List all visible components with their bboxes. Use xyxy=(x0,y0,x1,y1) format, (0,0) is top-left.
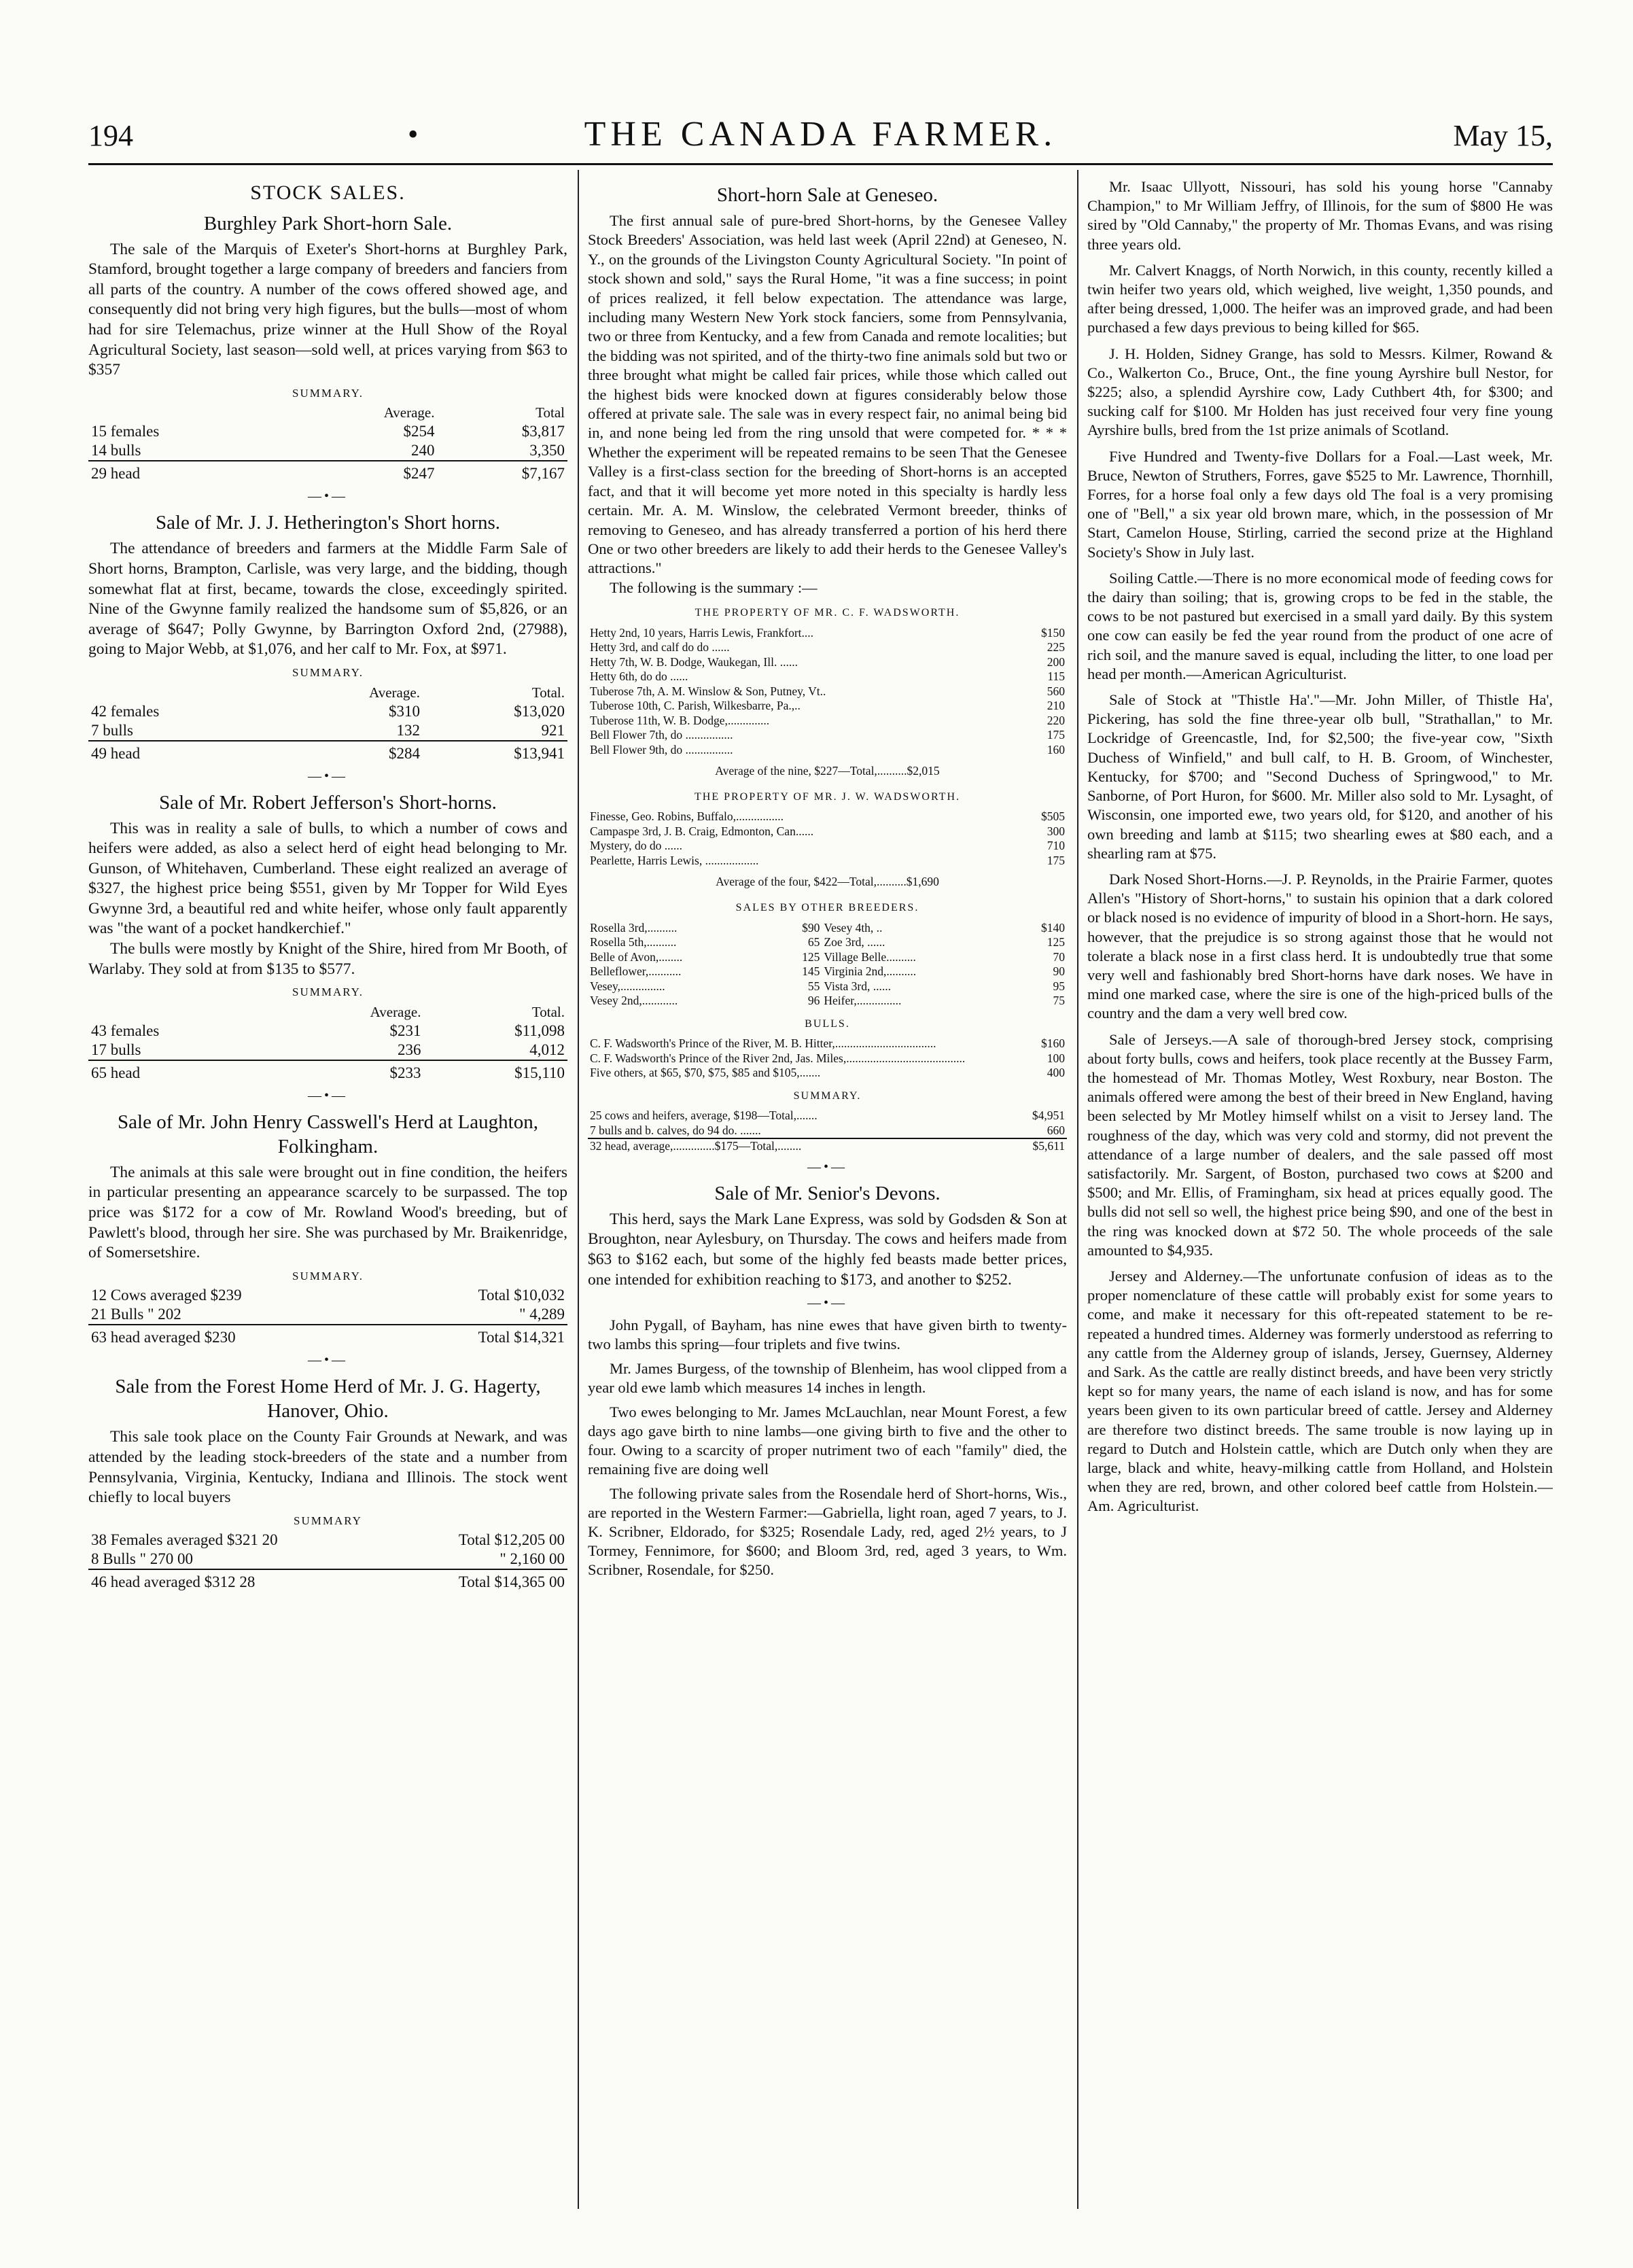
summary-table xyxy=(88,1002,567,1083)
article-body: The attendance of breeders and farmers at the Middle Farm Sale of Short horns, Brampton, Carlisle, was very large, and the bidding, though somewhat flat at first, became, towards the close, exceedingly spirited. Nine of the Gwynne family realized the handsome sum of $5,826, or an average of $647; Polly Gwynne, by Barrington Oxford 2nd, (27988), going to Major Webb, at $1,076, and her calf to Mr. Fox, at $971. xyxy=(88,540,567,659)
sales-table xyxy=(588,626,1067,758)
table-row xyxy=(588,1036,1067,1051)
page-number: 194 xyxy=(88,119,133,152)
header-dot: • xyxy=(408,118,419,151)
news-item: Sale of Stock at "Thistle Ha'."—Mr. John Miller, of Thistle Ha', Pickering, has sold the fine three-year olb bull, "Strathallan," to Mr. Lockridge of Greencastle, Ind, for $2,500; the five-year cow, "Sixth Duchess of Winfield," and bull calf, to H. B. Groom, of Winchester, Kentucky, for $700; and "Second Duchess of Springwood," to Mr. Sanborne, of Port Huron, for $600. Mr. Miller also sold to Mr. Lysaght, of Wisconsin, one imported ewe, two years old, for $120, and another of his own breeding and lamb at $115; two shearling ewes at $80 each, and a shearling ram at $75. xyxy=(1087,691,1553,862)
cell: Five others, at $65, $70, $75, $85 and $105,....... xyxy=(590,1066,821,1080)
table-row xyxy=(588,669,1067,684)
section-title: STOCK SALES. xyxy=(250,181,406,204)
cell: Rosella 3rd,.......... xyxy=(590,920,678,935)
cell: 145 xyxy=(802,964,820,979)
cell: 240 xyxy=(411,442,435,459)
cell: 96 xyxy=(807,994,820,1008)
table-row xyxy=(588,1066,1067,1081)
cell: 12 Cows averaged $239 xyxy=(91,1287,242,1304)
cell: Pearlette, Harris Lewis, .................. xyxy=(590,853,759,867)
table-row xyxy=(88,721,567,741)
cell: 921 xyxy=(541,721,565,739)
cell: Bell Flower 9th, do ................ xyxy=(590,742,733,756)
cell: $15,110 xyxy=(423,1060,567,1083)
table-row xyxy=(588,979,1067,994)
col-header: Total. xyxy=(531,684,565,701)
cell: Tuberose 7th, A. M. Winslow & Son, Putney, Vt.. xyxy=(590,684,826,698)
column-2 xyxy=(588,173,1067,2205)
table-row xyxy=(588,1123,1067,1139)
sales-table xyxy=(588,809,1067,868)
column-rule xyxy=(578,170,579,2209)
cell: Hetty 2nd, 10 years, Harris Lewis, Frankfort.... xyxy=(590,625,814,640)
total-row xyxy=(88,741,567,763)
table-row xyxy=(588,921,1067,936)
cell: 65 xyxy=(807,935,820,949)
table-row xyxy=(588,655,1067,670)
cell: $7,167 xyxy=(438,461,568,483)
separator: —•— xyxy=(307,489,348,504)
summary-table xyxy=(88,1531,567,1592)
cell: 38 Females averaged $321 20 xyxy=(91,1531,278,1549)
cell: 21 Bulls " 202 xyxy=(91,1306,181,1323)
article-body: The bulls were mostly by Knight of the Shire, hired from Mr Booth, of Warlaby. They sold at from $135 to $577. xyxy=(88,940,567,978)
cell: Tuberose 10th, C. Parish, Wilkesbarre, Pa.,.. xyxy=(590,699,801,713)
cell: $150 xyxy=(1041,625,1065,640)
cell: 300 xyxy=(1047,824,1065,838)
cell: 29 head xyxy=(88,461,286,483)
cell: 710 xyxy=(1047,839,1065,853)
article-title: Sale from the Forest Home Herd of Mr. J. G. Hagerty, Hanover, Ohio. xyxy=(115,1376,541,1423)
article-body: This was in reality a sale of bulls, to which a number of cows and heifers were added, as also a select herd of eight head belonging to Mr. Gunson, of Whitehaven, Cumberland. These eight realized an average of $327, the highest price being $551, given by Mr Topper for Wild Eyes Gwynne 3rd, a beautiful red and white heifer, whose only fault apparently was "the want of a pocket handkerchief." xyxy=(88,819,567,938)
table-row xyxy=(588,839,1067,854)
table-row xyxy=(588,950,1067,965)
cell: 4,012 xyxy=(529,1041,565,1058)
news-item: Mr. Calvert Knaggs, of North Norwich, in this county, recently killed a twin heifer two years old, which weighed, live weight, 1,350 pounds, and after being dressed, 1,000. The heifer was an improved grade, and had been purchased a few days previous to being killed for $65. xyxy=(1087,261,1553,336)
table-row xyxy=(588,1109,1067,1123)
col-header: Total. xyxy=(531,1003,565,1020)
cell: Heifer,............... xyxy=(824,994,902,1008)
issue-date: May 15, xyxy=(1453,119,1553,152)
news-item: The following private sales from the Rosendale herd of Short-horns, Wis., are reported in the Western Farmer:—Gabriella, light roan, aged 7 years, to J. K. Scribner, Eldorado, for $325; Rosendale Lady, red, aged 2½ years, to J Tormey, Fennimore, for $600; and Bloom 3rd, red, aged 3 years, to Wm. Scribner, Rosendale, for $250. xyxy=(588,1485,1067,1579)
cell: 115 xyxy=(1047,669,1065,684)
cell: Total $12,205 00 xyxy=(458,1531,565,1549)
cell: Mystery, do do ...... xyxy=(590,839,682,853)
cell: 200 xyxy=(1047,655,1065,669)
cell: 400 xyxy=(1047,1066,1065,1080)
cell: $160 xyxy=(1041,1036,1065,1051)
cell: Vesey,............... xyxy=(590,979,665,993)
news-item: Five Hundred and Twenty-five Dollars for a Foal.—Last week, Mr. Bruce, Newton of Struthers, Forres, gave $525 to Mr. Lawrence, Thornhill, Forres, for a horse foal only a few days old The foal is a very promising one of "Bell," a six year old brown mare, which, in the possession of Mr Start, Camelon House, Stirling, carried the second prize at the Highland Society's Show in July last. xyxy=(1087,447,1553,561)
table-row xyxy=(588,684,1067,699)
cell: 225 xyxy=(1047,640,1065,655)
cell: 125 xyxy=(1047,935,1065,949)
table-row xyxy=(588,935,1067,950)
col-header: Total xyxy=(535,404,565,421)
news-item: Sale of Jerseys.—A sale of thorough-bred Jersey stock, comprising about forty bulls, cows and heifers, took place recently at the Bussey Farm, the homestead of Mr. Thomas Motley, West Roxbury, near Boston. The animals offered were among the best of their breed in New England, having been selected by Mr Motley himself whilst on a visit to Jersey land. The roughness of the day, which was very cold and stormy, did not prevent the attendance of a large number of dealers, and the sale passed off most satisfactorily. Mr. Sargent, of Boston, purchased two cows at $200 and $500; and Mr. Ellis, of Framingham, six head at prices equally good. The bulls did not sell so well, the highest price being $90, and one of the best in the ring was knocked down at $72 50. The whole proceeds of the sale amounted to $4,935. xyxy=(1087,1030,1553,1259)
cell: 95 xyxy=(1053,979,1065,993)
cell: 220 xyxy=(1047,713,1065,727)
column-3 xyxy=(1087,173,1553,2205)
sales-table xyxy=(588,921,1067,1009)
cell: 55 xyxy=(807,979,820,993)
cell: 160 xyxy=(1047,742,1065,756)
news-item: Jersey and Alderney.—The unfortunate confusion of ideas as to the proper nomenclature of these cattle will probably exist for some years to come, and make it necessary for this oft-repeated statement to be re-repeated a hundred times. Alderney was formerly understood as referring to any cattle from the Alderney group of islands, Jersey, Guernsey, Alderney and Sark. As the cattle are really distinct breeds, and have been very strictly kept so for many years, the name of each island is now, and has for some years been given to its own particular breed of cattle. Jersey and Alderney are therefore two distinct breeds. The same trouble is now laying up in regard to Dutch and Holstein cattle, which are Dutch only when they are large, black and white, heavy-milking cattle from Holland, and Holstein when they are red, brown, and other colored beef cattle from Holstein.—Am. Agriculturist. xyxy=(1087,1267,1553,1515)
cell: 63 head averaged $230 xyxy=(88,1325,389,1347)
cell: $247 xyxy=(286,461,438,483)
cell: Total $14,321 xyxy=(389,1325,567,1347)
cell: $13,020 xyxy=(514,702,565,720)
cell: $310 xyxy=(388,702,420,720)
masthead-title: THE CANADA FARMER. xyxy=(584,115,1057,154)
cell: Belleflower,........... xyxy=(590,964,682,979)
cell: 32 head, average,..............$175—Total,........ xyxy=(588,1138,1001,1154)
cell: 100 xyxy=(1047,1051,1065,1065)
table-row xyxy=(588,640,1067,655)
cell: 49 head xyxy=(88,741,278,763)
summary-heading: SUMMARY. xyxy=(292,665,364,679)
cell: Hetty 6th, do do ...... xyxy=(590,669,688,684)
table-row xyxy=(88,1041,567,1060)
cell: $254 xyxy=(403,423,435,440)
news-item: J. H. Holden, Sidney Grange, has sold to Messrs. Kilmer, Rowand & Co., Walkerton Co., Bruce, Ont., the fine young Ayrshire bull Nestor, for $225; also, a splendid Ayrshire cow, Lady Cuthbert 4th, for $300; and sucking calf for $100. Mr Holden has just received four very fine young Ayrshire bulls, bred from the 1st prize animals of Scotland. xyxy=(1087,345,1553,439)
cell: Bell Flower 7th, do ................ xyxy=(590,728,733,742)
total-row xyxy=(88,1325,567,1347)
cell: C. F. Wadsworth's Prince of the River, M. B. Hitter,.................................. xyxy=(590,1036,936,1051)
table-row xyxy=(588,994,1067,1009)
cell: " 4,289 xyxy=(519,1306,565,1323)
cell: Tuberose 11th, W. B. Dodge,.............. xyxy=(590,713,770,727)
summary-heading: SUMMARY. xyxy=(292,1269,364,1283)
page-header xyxy=(88,114,1553,162)
cell: 90 xyxy=(1053,964,1065,979)
news-item: Two ewes belonging to Mr. James McLauchlan, near Mount Forest, a few days ago gave birth to nine lambs—one giving birth to five and the other to four. Owing to a scarcity of proper nutriment two of each "family" died, the remaining five are doing well xyxy=(588,1403,1067,1478)
cell: 42 females xyxy=(91,702,160,720)
cell: 7 bulls and b. calves, do 94 do. ....... xyxy=(590,1123,761,1137)
sales-table xyxy=(588,1109,1067,1154)
col-header: Average. xyxy=(369,684,420,701)
article-title: Sale of Mr. Robert Jefferson's Short-horns. xyxy=(159,791,497,814)
table-row xyxy=(588,699,1067,714)
table-row xyxy=(88,702,567,721)
cell: 65 head xyxy=(88,1060,279,1083)
total-row xyxy=(588,1138,1067,1154)
summary-table xyxy=(88,1286,567,1347)
summary-heading: SUMMARY xyxy=(294,1514,362,1527)
separator: —•— xyxy=(307,768,348,784)
cell: Hetty 7th, W. B. Dodge, Waukegan, Ill. ...... xyxy=(590,655,798,669)
article-body: The first annual sale of pure-bred Short-horns, by the Genesee Valley Stock Breeders' Association, was held last week (April 22nd) at Geneseo, N. Y., on the grounds of the Livingston County Agricultural Society. "In point of stock shown and sold," says the Rural Home, "it was a fine success; in point of prices realized, it fell below expectation. The attendance was large, including many Western New York stock fanciers, some from Pennsylvania, two or three from Kentucky, and a few from Canada and remote localities; but the bidding was not spirited, and of the thirty-two fine animals sold but two or three brought what might be called fair prices, while those which called out the highest bids were knocked down at figures considerably below those offered at private sale. The sale was in every respect fair, no animal being bid in, and none being led from the ring unsold that were competed for. * * * Whether the experiment will be repeated remains to be seen That the Genesee Valley is a first-class section for the breeding of Short-horns is an accepted fact, and that it will become yet more noted in this specialty is hardly less certain. Mr. A. M. Winslow, the celebrated Vermont breeder, thinks of removing to Geneseo, and has already transferred a portion of his herd there One or two other breeders are likely to add their herds to the Genesee Valley's attractions." xyxy=(588,212,1067,577)
summary-heading: SUMMARY. xyxy=(292,386,364,400)
column-1 xyxy=(88,173,567,2205)
summary-heading: SUMMARY. xyxy=(292,985,364,999)
article-title: Sale of Mr. J. J. Hetherington's Short horns. xyxy=(155,512,501,534)
table-row xyxy=(588,964,1067,979)
cell: " 2,160 00 xyxy=(499,1550,565,1568)
table-row xyxy=(88,1022,567,1041)
cell: Rosella 5th,.......... xyxy=(590,935,677,949)
cell: Belle of Avon,........ xyxy=(590,949,683,964)
total-row xyxy=(88,461,567,483)
cell: Virginia 2nd,.......... xyxy=(824,964,917,979)
sales-table xyxy=(588,1036,1067,1081)
summary-table xyxy=(88,683,567,763)
table-row xyxy=(588,1051,1067,1066)
cell: Total $14,365 00 xyxy=(391,1569,567,1592)
table-subheading: THE PROPERTY OF MR. J. W. WADSWORTH. xyxy=(694,790,960,803)
cell: 46 head averaged $312 28 xyxy=(88,1569,391,1592)
cell: $3,817 xyxy=(521,423,565,440)
cell: 75 xyxy=(1053,994,1065,1008)
cell: Vista 3rd, ...... xyxy=(824,979,891,993)
col-header: Average. xyxy=(370,1003,421,1020)
cell: $5,611 xyxy=(1001,1138,1067,1154)
article-title: Short-horn Sale at Geneseo. xyxy=(716,184,938,206)
col-header: Average. xyxy=(383,404,435,421)
table-row xyxy=(588,854,1067,869)
table-row xyxy=(88,441,567,461)
cell: $284 xyxy=(278,741,423,763)
cell: Vesey 2nd,............ xyxy=(590,994,678,1008)
cell: Total $10,032 xyxy=(478,1287,565,1304)
table-row xyxy=(588,626,1067,641)
cell: 14 bulls xyxy=(91,442,141,459)
cell: $90 xyxy=(802,920,820,935)
cell: 175 xyxy=(1047,853,1065,867)
cell: Vesey 4th, .. xyxy=(824,920,883,935)
news-item: John Pygall, of Bayham, has nine ewes that have given birth to twenty-two lambs this spring—four triplets and five twins. xyxy=(588,1316,1067,1353)
article-title: Burghley Park Short-horn Sale. xyxy=(203,212,453,234)
article-body: This herd, says the Mark Lane Express, was sold by Godsden & Son at Broughton, near Aylesbury, on Thursday. The cows and heifers made from $63 to $162 each, but some of the highly fed beasts made better prices, one intended for exhibition reaching to $173, and another to $252. xyxy=(588,1210,1067,1289)
cell: 560 xyxy=(1047,684,1065,698)
table-row xyxy=(588,728,1067,743)
total-row xyxy=(88,1060,567,1083)
cell: 70 xyxy=(1053,949,1065,964)
cell: Campaspe 3rd, J. B. Craig, Edmonton, Can...... xyxy=(590,824,814,838)
table-row xyxy=(588,809,1067,824)
cell: Village Belle.......... xyxy=(824,949,916,964)
cell: 660 xyxy=(1047,1123,1065,1137)
cell: 7 bulls xyxy=(91,721,133,739)
cell: Finesse, Geo. Robins, Buffalo,................ xyxy=(590,809,784,824)
cell: 25 cows and heifers, average, $198—Total,....... xyxy=(590,1109,818,1123)
cell: 3,350 xyxy=(529,442,565,459)
table-row xyxy=(88,422,567,441)
average-line: Average of the nine, $227—Total,..........$2,015 xyxy=(715,764,940,778)
cell: 43 females xyxy=(91,1022,160,1039)
cell: 8 Bulls " 270 00 xyxy=(91,1550,193,1568)
table-row xyxy=(588,714,1067,729)
separator: —•— xyxy=(307,1353,348,1368)
table-row xyxy=(88,1305,567,1325)
cell: $4,951 xyxy=(1032,1109,1065,1123)
news-item: Soiling Cattle.—There is no more economical mode of feeding cows for the dairy than soiling; that is, growing crops to be fed in the stable, the cows to be not pastured but exercised in a small yard daily. By this system one cow can easily be fed the year round from the product of one acre of rich soil, and the manure saved is equal, including the litter, to one load per head per month.—American Agriculturist. xyxy=(1087,569,1553,682)
cell: C. F. Wadsworth's Prince of the River 2nd, Jas. Miles,........................................ xyxy=(590,1051,966,1065)
article-body: This sale took place on the County Fair Grounds at Newark, and was attended by the leading stock-breeders of the state and a number from Pennsylvania, Virginia, Kentucky, Indiana and Illinois. The stock went chiefly to local buyers xyxy=(88,1428,567,1507)
cell: $13,941 xyxy=(423,741,567,763)
news-item: Dark Nosed Short-Horns.—J. P. Reynolds, in the Prairie Farmer, quotes Allen's "History of Short-horns," to sustain his opinion that a dark colored or black nosed is no evidence of impurity of blood in a Short-horn. He says, however, that the prejudice is so strong against those that he would not tolerate a black nose in a first class herd. It is undoubtedly true that some very well and fashionably bred Short-horns have dark noses. We have in mind one marked case, where the sire is one of the high-priced bulls of the country and the dam a very well bred cow. xyxy=(1087,870,1553,1022)
total-row xyxy=(88,1569,567,1592)
column-rule xyxy=(1077,170,1078,2209)
cell: 15 females xyxy=(91,423,160,440)
table-row xyxy=(88,1286,567,1305)
article-title: Sale of Mr. Senior's Devons. xyxy=(714,1182,941,1204)
header-rule xyxy=(88,163,1553,165)
table-row xyxy=(588,743,1067,758)
article-body: The animals at this sale were brought out in fine condition, the heifers in particular presenting an appearance scarcely to be surpassed. The top price was $172 for a cow of Mr. Rowland Wood's breeding, but of Pawlett's blood, through her sire. She was purchased by Mr. Braikenridge, of Somersetshire. xyxy=(88,1163,567,1262)
cell: $11,098 xyxy=(514,1022,565,1039)
cell: 236 xyxy=(397,1041,421,1058)
cell: 17 bulls xyxy=(91,1041,141,1058)
table-subheading: SALES BY OTHER BREEDERS. xyxy=(735,902,919,913)
article-body: The following is the summary :— xyxy=(610,578,818,596)
summary-table xyxy=(88,403,567,483)
separator: —•— xyxy=(807,1159,847,1174)
table-row xyxy=(88,1531,567,1550)
table-row xyxy=(588,824,1067,839)
cell: $231 xyxy=(389,1022,421,1039)
news-item: Mr. James Burgess, of the township of Blenheim, has wool clipped from a year old ewe lamb which measures 14 inches in length. xyxy=(588,1360,1067,1397)
news-item: Mr. Isaac Ullyott, Nissouri, has sold his young horse "Cannaby Champion," to Mr William Jeffry, of Illinois, for the sum of $800 He was sired by "Old Cannaby," the property of Mr. Thomas Evans, and was rising three years old. xyxy=(1087,178,1553,253)
average-line: Average of the four, $422—Total,..........$1,690 xyxy=(716,875,939,889)
table-row xyxy=(88,1550,567,1569)
cell: 175 xyxy=(1047,728,1065,742)
table-subheading: BULLS. xyxy=(805,1017,850,1030)
cell: $505 xyxy=(1041,809,1065,824)
cell: $233 xyxy=(279,1060,424,1083)
separator: —•— xyxy=(307,1087,348,1103)
cell: 125 xyxy=(802,949,820,964)
separator: —•— xyxy=(807,1295,847,1311)
cell: 210 xyxy=(1047,699,1065,713)
cell: Hetty 3rd, and calf do do ...... xyxy=(590,640,730,655)
table-subheading: SUMMARY. xyxy=(793,1089,862,1102)
article-title: Sale of Mr. John Henry Casswell's Herd at Laughton, Folkingham. xyxy=(118,1111,538,1157)
table-subheading: THE PROPERTY OF MR. C. F. WADSWORTH. xyxy=(695,607,960,619)
cell: Zoe 3rd, ...... xyxy=(824,935,885,949)
article-body: The sale of the Marquis of Exeter's Short-horns at Burghley Park, Stamford, brought together a large company of breeders and fanciers from all parts of the country. A number of the cows offered showed age, and consequently did not bring very high figures, but the bulls—most of whom had for sire Telemachus, prize winner at the Hull Show of the Royal Agricultural Society, last season—sold well, at prices varying from $63 to $357 xyxy=(88,240,567,379)
cell: $140 xyxy=(1041,920,1065,935)
cell: 132 xyxy=(396,721,420,739)
